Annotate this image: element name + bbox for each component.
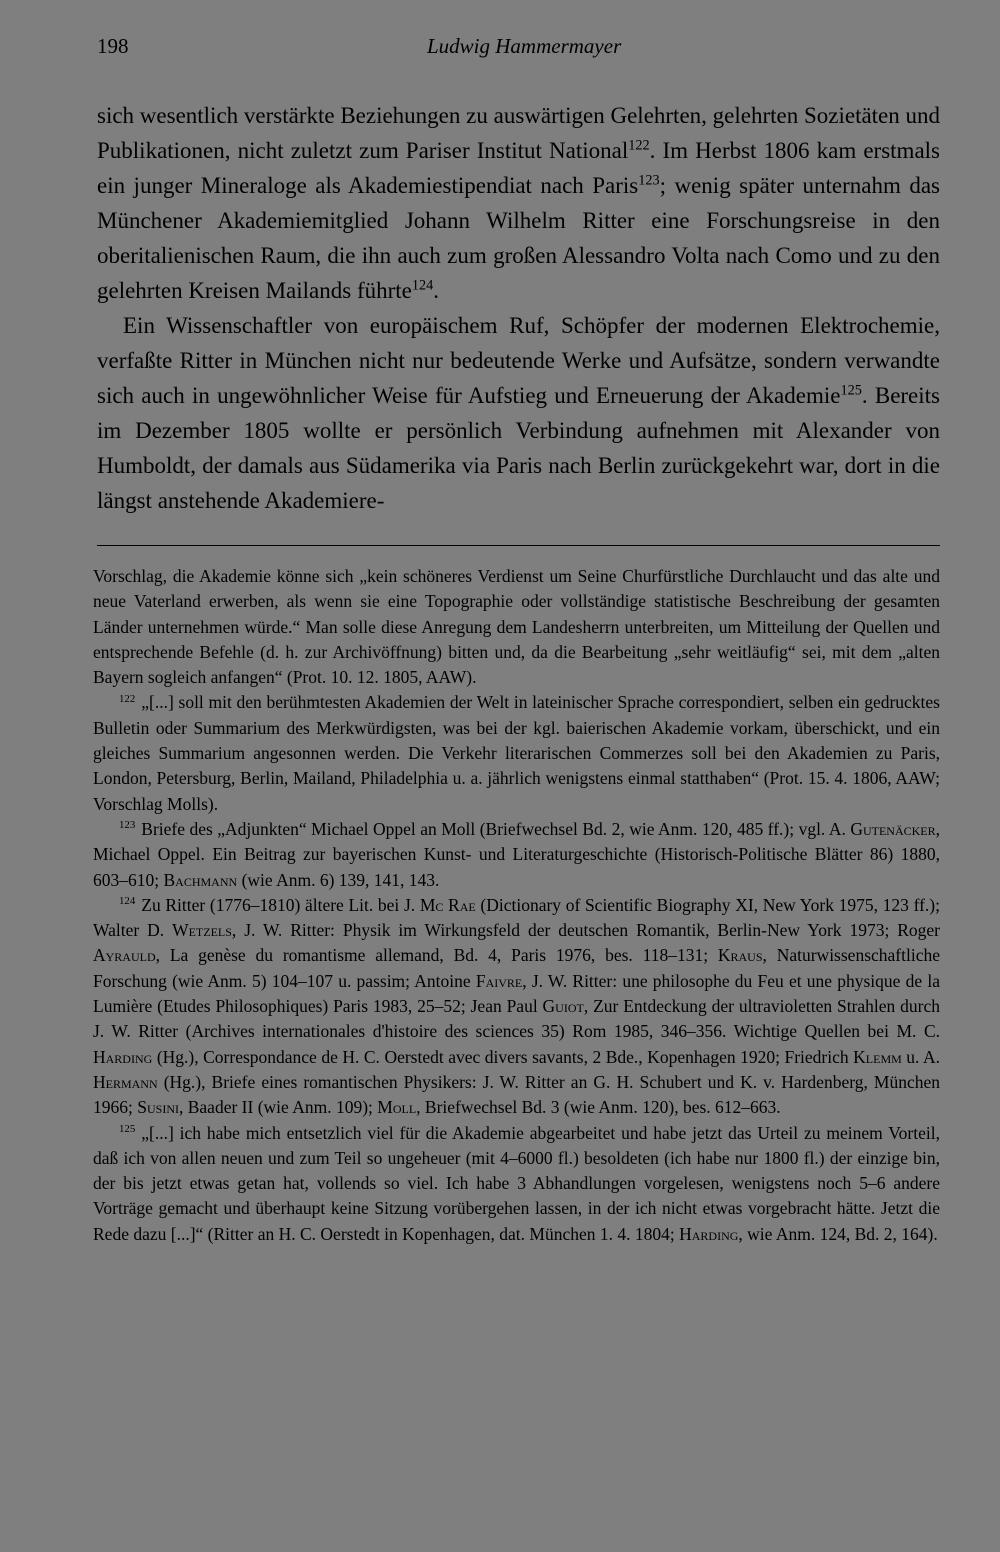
paragraph xyxy=(97,308,940,518)
footnote-text: , wie Anm. 124, Bd. 2, 164). xyxy=(738,1223,938,1244)
paragraph-text: . Im Herbst 1806 kam erstmals ein junger Mineraloge als Akademiestipendiat nach Paris xyxy=(97,138,940,198)
paragraph-text: sich wesentlich verstärkte Beziehungen zu auswärtigen Gelehrten, gelehrten Sozietäten und Publikationen, nicht zuletzt zum Pariser Institut National xyxy=(97,103,941,163)
footnote-ref: 122 xyxy=(628,137,650,154)
footnote-text: , J. W. Ritter: Physik im Wirkungsfeld der deutschen Romantik, Berlin-New York 1973; Roger xyxy=(231,920,940,941)
footnote-122 xyxy=(93,690,940,816)
footnote-text: „[...] soll mit den berühmtesten Akademien der Welt in lateinischer Sprache correspondiert, selben ein gedrucktes Bulletin oder Summarium des Merkwürdigsten, was bei der kgl. baierischen Akademie vorkam, überschickt, und ein gleiches Summarium angesonnen werden. Die Verkehr literarischen Commerzes soll bei den Akademien zu Paris, London, Petersburg, Berlin, Mailand, Philadelphia u. a. jährlich wenigstens einmal statthaben“ (Prot. 15. 4. 1806, AAW; Vorschlag Molls). xyxy=(93,692,940,814)
main-text xyxy=(97,98,940,518)
footnote-124 xyxy=(93,893,940,1121)
author-name: Mc Rae xyxy=(419,894,476,915)
author-name: Bachmann xyxy=(163,869,238,890)
page-header xyxy=(97,34,940,64)
footnote-text: (wie Anm. 6) 139, 141, 143. xyxy=(237,869,440,890)
footnote-text: Briefe des „Adjunkten“ Michael Oppel an Moll (Briefwechsel Bd. 2, wie Anm. 120, 485 ff.); vgl. A. xyxy=(141,818,851,839)
paragraph-text: . Bereits im Dezember 1805 wollte er persönlich Verbindung aufnehmen mit Alexander von Humboldt, der damals aus Südamerika via Paris nach Berlin zurückgekehrt war, dort in die längst anstehende Akademiere- xyxy=(97,383,940,513)
footnote-text: Zu Ritter (1776–1810) ältere Lit. bei J. xyxy=(141,894,420,915)
footnote-ref: 123 xyxy=(638,172,660,189)
footnote-text: (Dictionary of Scientific Biography XI, New York 1975, 123 ff.); Walter D. xyxy=(93,894,941,941)
author-name: Gutenäcker xyxy=(850,818,936,839)
footnote-text: , Baader II (wie Anm. 109); xyxy=(178,1097,378,1118)
author-name: Klemm xyxy=(853,1046,902,1067)
footnote-divider xyxy=(97,545,940,546)
footnote-text: , Briefwechsel Bd. 3 (wie Anm. 120), bes. 612–663. xyxy=(416,1097,781,1118)
footnote-number: 125 xyxy=(119,1122,136,1135)
footnote-125 xyxy=(93,1121,940,1247)
running-head: Ludwig Hammermayer xyxy=(427,34,622,58)
footnote-number: 124 xyxy=(119,895,136,908)
author-name: Harding xyxy=(679,1223,739,1244)
footnote-text: „[...] ich habe mich entsetzlich viel für die Akademie abgearbeitet und habe jetzt das Urteil zu meinem Vorteil, daß ich von allen neuen und zum Teil so ungeheuer (mit 4–6000 fl.) besoldeten (ich habe nur 1800 fl.) der einzige bin, der bis jetzt etwas getan hat, vollends so viel. Ich habe 3 Abhandlungen vorgelesen, wenigstens noch 5–6 andere Vorträge gemacht und überhaupt keine Sitzung vorübergehen lassen, in der ich nicht etwas vorgebracht hätte. Jetzt die Rede dazu [...]“ (Ritter an H. C. Oerstedt in Kopenhagen, dat. München 1. 4. 1804; xyxy=(93,1122,940,1244)
footnote-continued: Vorschlag, die Akademie könne sich „kein schöneres Verdienst um Seine Churfürstliche Durchlaucht und das alte und neue Vaterland erwerben, als wenn sie eine Topographie oder vollständige statistische Beschreibung der gesamten Länder unternehmen würde.“ Man solle diese Anregung dem Landesherrn unterbreiten, um Mitteilung der Quellen und entsprechende Befehle (d. h. zur Archivöffnung) bitten und, da die Bearbeitung „sehr weitläufig“ sei, mit dem „alten Bayern sogleich anfangen“ (Prot. 10. 12. 1805, AAW). xyxy=(93,566,940,688)
paragraph xyxy=(97,98,940,308)
footnote-ref: 125 xyxy=(840,382,862,399)
paragraph-text: ; wenig später unternahm das Münchener Akademiemitglied Johann Wilhelm Ritter eine Forschungsreise in den oberitalienischen Raum, die ihn auch zum großen Alessandro Volta nach Como und zu den gelehrten Kreisen Mailands führte xyxy=(97,173,941,303)
footnotes xyxy=(93,564,940,1247)
footnote-123 xyxy=(93,817,940,893)
footnote-text: , La genèse du romantisme allemand, Bd. 4, Paris 1976, bes. 118–131; xyxy=(155,945,718,966)
footnote-text: , Michael Oppel. Ein Beitrag zur bayerischen Kunst- und Literaturgeschichte (Historisch-Politische Blätter 86) 1880, 603–610; xyxy=(93,818,940,890)
paragraph-text: . xyxy=(433,278,439,303)
author-name: Harding xyxy=(93,1046,153,1067)
footnote-text: , Naturwissenschaftliche Forschung (wie Anm. 5) 104–107 u. passim; Antoine xyxy=(93,945,940,991)
author-name: Wetzels xyxy=(172,920,232,941)
author-name: Faivre xyxy=(475,970,523,991)
author-name: Guiot xyxy=(542,996,584,1017)
author-name: Susini xyxy=(137,1097,179,1118)
author-name: Moll xyxy=(377,1097,417,1118)
author-name: Kraus xyxy=(717,945,763,966)
footnote-ref: 124 xyxy=(411,277,434,294)
page-number: 198 xyxy=(97,34,129,58)
footnote-text: (Hg.), Briefe eines romantischen Physikers: J. W. Ritter an G. H. Schubert und K. v. Hardenberg, München 1966; xyxy=(93,1071,940,1118)
footnote-text: u. A. xyxy=(901,1046,940,1067)
footnote-text: (Hg.), Correspondance de H. C. Oerstedt avec divers savants, 2 Bde., Kopenhagen 1920; Friedrich xyxy=(152,1046,854,1067)
footnote-text: , Zur Entdeckung der ultravioletten Strahlen durch J. W. Ritter (Archives internationales d'histoire des sciences 35) Rom 1985, 346–356. Wichtige Quellen bei M. C. xyxy=(93,996,940,1042)
author-name: Ayrauld xyxy=(93,945,156,966)
footnote-number: 123 xyxy=(119,819,136,832)
footnote-number: 122 xyxy=(119,692,136,705)
author-name: Hermann xyxy=(93,1071,158,1092)
footnote-text: , J. W. Ritter: une philosophe du Feu et une physique de la Lumière (Etudes Philosophiques) Paris 1983, 25–52; Jean Paul xyxy=(93,970,940,1017)
paragraph-text: Ein Wissenschaftler von europäischem Ruf, Schöpfer der modernen Elektrochemie, verfaßte Ritter in München nicht nur bedeutende Werke und Aufsätze, sondern verwandte sich auch in ungewöhnlicher Weise für Aufstieg und Erneuerung der Akademie xyxy=(97,313,940,408)
